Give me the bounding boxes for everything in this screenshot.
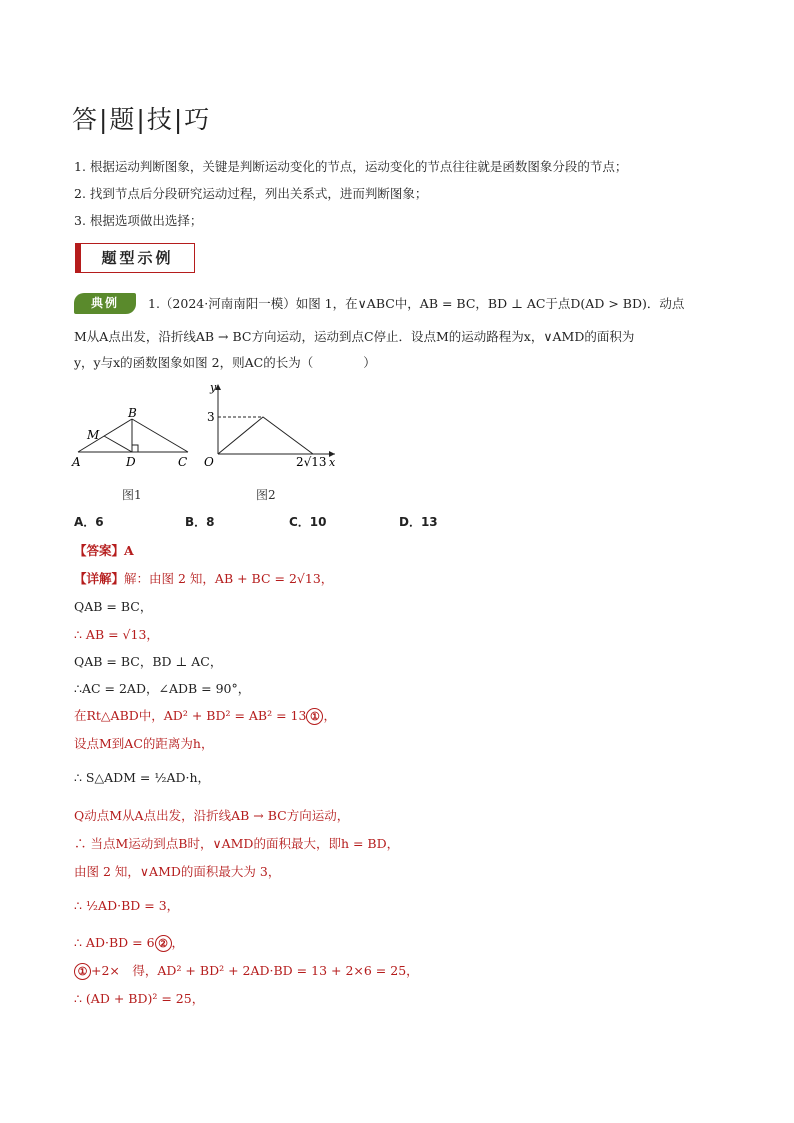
tip-3: 3. 根据选项做出选择；: [74, 213, 203, 228]
figure-1-triangle: [70, 402, 200, 472]
solution-line-15: ∴ (AD + BD)² = 25，: [74, 991, 205, 1006]
label-a: A: [72, 455, 81, 469]
solution-line-14: [74, 961, 419, 980]
option-a: A．6: [74, 515, 104, 529]
solution-line-1: [74, 569, 333, 587]
solution-line-13: ∴ AD·BD = 6 ② ，: [74, 935, 185, 950]
solution-line-6: 在Rt△ABD中，AD² + BD² = AB² = 13 ① ，: [74, 708, 336, 723]
right-angle-mark: [132, 445, 138, 452]
solution-line-8: ∴ S△ADM = ½AD·h，: [74, 770, 211, 785]
figure-1-caption: 图1: [122, 488, 142, 502]
section-banner: 题型示例: [75, 243, 195, 273]
solution-text-13: ∴ AD·BD = 6: [74, 935, 155, 950]
solution-text-1: 解：由图 2 知，AB + BC = 2√13，: [124, 571, 334, 586]
x-tick-label: 2√13: [296, 455, 327, 469]
circled-two: ②: [155, 935, 172, 952]
circled-one-ref: ①: [74, 963, 91, 980]
page-title: 答|题|技|巧: [72, 105, 212, 134]
answer-label: 【答案】A: [74, 543, 134, 558]
solution-line-4: QAB = BC，BD ⊥ AC，: [74, 654, 223, 669]
solution-line-12: ∴ ½AD·BD = 3，: [74, 898, 180, 913]
figure-2-graph: [198, 380, 343, 470]
solution-line-9: Q动点M从A点出发，沿折线AB → BC方向运动，: [74, 808, 350, 823]
circled-one: ①: [306, 708, 323, 725]
y-axis-label: y: [210, 381, 217, 394]
solution-line-2: QAB = BC，: [74, 599, 153, 614]
segment-md: [104, 436, 132, 452]
tip-2: 2. 找到节点后分段研究运动过程，列出关系式，进而判断图象；: [74, 186, 428, 201]
example-badge: 典例: [74, 293, 136, 314]
detail-tag: 【详解】: [74, 571, 125, 586]
solution-line-7: 设点M到AC的距离为h，: [74, 736, 214, 751]
tip-1: 1. 根据运动判断图象，关键是判断运动变化的节点，运动变化的节点往往就是函数图象分段的节点；: [74, 159, 628, 174]
figure-2-caption: 图2: [256, 488, 276, 502]
label-d: D: [126, 455, 136, 469]
x-axis-label: x: [329, 456, 336, 469]
solution-line-10: ∴ 当点M运动到点B时，∨AMD的面积最大，即h = BD，: [74, 836, 400, 851]
solution-text-14: +2× 得，AD² + BD² + 2AD·BD = 13 + 2×6 = 25，: [91, 963, 419, 978]
solution-line-5: ∴AC = 2AD，∠ADB = 90°，: [74, 681, 251, 696]
y-tick-label: 3: [207, 410, 215, 424]
label-m: M: [87, 428, 100, 442]
function-graph: [218, 417, 313, 454]
label-b: B: [128, 406, 137, 420]
label-c: C: [178, 455, 188, 469]
solution-line-11: 由图 2 知，∨AMD的面积最大为 3，: [74, 864, 281, 879]
option-d: D．13: [399, 515, 438, 529]
option-c: C．10: [289, 515, 327, 529]
solution-line-3: ∴ AB = √13，: [74, 627, 159, 642]
question-line-1: 1.（2024·河南南阳一模）如图 1，在∨ABC中，AB = BC，BD ⊥ AC于点D(AD > BD)．动点: [148, 296, 685, 311]
question-line-3: y，y与x的函数图象如图 2，则AC的长为（ ）: [74, 355, 376, 370]
question-line-2: M从A点出发，沿折线AB → BC方向运动，运动到点C停止．设点M的运动路程为x，∨AMD的面积为: [74, 329, 635, 344]
origin-label: O: [204, 455, 214, 469]
solution-text-6: 在Rt△ABD中，AD² + BD² = AB² = 13: [74, 708, 307, 723]
option-b: B．8: [185, 515, 215, 529]
segment-bc: [132, 419, 188, 452]
